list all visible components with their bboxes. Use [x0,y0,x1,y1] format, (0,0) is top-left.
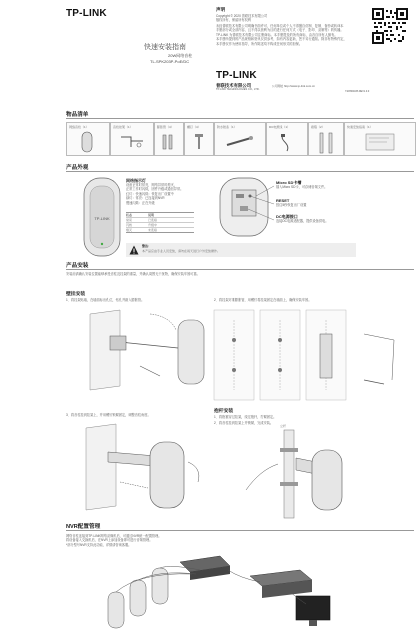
statement-body [216,24,366,46]
table-cell: 熄灭 [126,228,133,232]
nvr-section-title: NVR配置管理 [66,524,101,530]
list-item [266,122,308,156]
table-cell: 已连接 [148,218,158,222]
indicator-block [126,178,216,205]
guide-title: 快速安装指南 [144,44,186,51]
table-cell: 未连接 [148,228,158,232]
list-item [184,122,214,156]
statement-line: 本手册仅作为使用指导，所作陈述均不构成任何形式的担保。 [216,41,303,46]
install-section-title: 产品安装 [66,263,89,269]
nvr-description [66,534,366,547]
dc-port-desc: 连接DC电源适配器，提供设备供电。 [276,219,329,223]
speaker-front-illustration [82,176,122,258]
reset-label: RESET [276,198,290,203]
items-list [66,122,414,156]
table-cell: 闪烁 [126,223,133,227]
table-row [126,228,194,233]
pole-step-2: 2．将音柱挂到挂架上并锁紧，完成安装。 [214,421,274,425]
pole-label: 立杆 [280,424,287,428]
sd-slot-desc: 插入Micro SD卡，可存储音频文件。 [276,185,328,189]
wall-step-2: 2．将挂架对准膨胀管，用螺钉将挂架固定在墙面上，确保安装牢固。 [214,298,312,302]
list-item [154,122,184,156]
statement-line: TP-LINK 为普联技术有限公司注册商标。本手册提及的所有商标，由各自所有人拥有。 [216,32,338,37]
pole-step-1: 1．将抱箍穿过挂架，绕过抱杆，拧紧固定。 [214,415,277,419]
product-model: TL-SPK203P-PoE/DC [150,59,190,64]
statement-line: 未经普联技术有限公司明确书面许可，任何单位或个人不得擅自仿制、复制、誊抄或转译本 [216,24,344,28]
list-item [308,122,344,156]
anchor-icon [161,133,177,151]
wall-step1-illustration [80,306,210,396]
indicator-line: 红灯：快速闪烁：恢复出厂设置中 [126,191,174,196]
statement-line: 本手册所提到的产品规格和资讯仅供参考，如有内容更新，恕不另行通知。除非有特殊约定， [216,37,347,42]
product-name: 20W网络音柱 [168,53,193,58]
company-name-en: TP-LINK TECHNOLOGIES CO., LTD. [216,88,260,91]
pole-mount-title: 抱杆安装 [214,409,234,414]
indicator-line: 正常工作时闪烁，固件升级或通信异常。 [126,187,184,192]
item-label: DC电源线（1） [269,125,291,129]
wall-mount-title: 壁挂安装 [66,292,86,297]
warning-title: 警告： [142,244,152,248]
warning-box [126,243,356,257]
item-label: 音柱挂架（1） [113,125,133,129]
website-label: 公司网址 [272,84,284,88]
indicator-title: 网络指示灯 [126,178,146,183]
reset-callout [276,198,406,207]
wall-step-1: 1．将挂架贴墙，在墙面标出孔位，钻孔并敲入膨胀管。 [66,298,145,302]
brand-logo-company: TP-LINK [216,70,257,81]
warning-icon [129,245,139,255]
statement-line: 手册部分或全部内容，且不得以营利为目的进行任何方式（电子、影印、录制等）的传播。 [216,28,344,33]
appearance-section-rule [66,171,414,172]
company-name: 普联技术有限公司 [216,83,252,88]
brand-logo-top: TP-LINK [66,8,107,19]
list-item [214,122,266,156]
reset-desc: 按住5秒恢复出厂设置 [276,203,307,207]
wall-step-3: 3．将音柱挂到挂架上，并用螺钉锁紧固定，调整音柱角度。 [66,413,151,417]
dc-port-callout [276,214,406,223]
sd-slot-label: Micro SD卡槽 [276,180,302,185]
copyright-text: Copyright © 2020 普联技术有限公司 [216,14,268,18]
appearance-section-title: 产品外观 [66,165,89,171]
wall-step2-illustration [214,310,414,402]
dc-port-label: DC电源接口 [276,214,298,219]
website-link[interactable]: http://www.tp-link.com.cn [284,84,315,88]
items-section-title: 物品清单 [66,112,89,118]
item-label: 膨胀管（4） [157,125,174,129]
guide-booklet-icon [365,133,395,151]
nvr-topology-illustration [100,552,340,636]
item-label: 抱箍（2） [311,125,325,129]
list-item [344,122,416,156]
nvr-line: 将设备接入交换机后，在NVR上添加设备即可进行音频管理。 [66,538,153,543]
speaker-icon [81,131,93,153]
speaker-logo-text: TP-LINK [94,216,110,221]
item-label: 防水胶条（1） [217,125,237,129]
list-item [110,122,154,156]
item-label: 螺钉（4） [187,125,201,129]
table-cell: 状态 [126,213,133,217]
indicator-line: 设备正常时常亮，网络异常时熄灭， [126,183,177,187]
nvr-section-rule [66,530,414,531]
sd-slot-callout [276,180,406,189]
indicator-table [126,212,194,233]
install-section-rule [66,269,414,270]
wall-step3-illustration [80,422,210,514]
list-item [66,122,110,156]
bracket-icon [119,133,145,151]
indicator-line: 绿灯：常亮：已连接到NVR [126,196,165,201]
dc-cable-icon [277,133,297,153]
qr-code-icon [372,8,408,44]
statement-title: 声明 [216,7,226,12]
item-label: 网络音柱（1） [69,125,89,129]
indicator-line: 慢速闪烁：正在升级 [126,200,155,205]
items-section-rule [66,118,414,119]
pole-mount-illustration [240,430,360,518]
nvr-line: *部分型号NVR支持此功能，详情请咨询客服。 [66,542,132,547]
hoop-clamp-icon [317,132,337,154]
warning-text: 本产品应由专业人员安装，请勿在雨天进行户外安装操作。 [142,249,221,253]
item-label: 快速安装指南（1） [347,125,373,129]
rights-text: 版权所有，保留所有权利 [216,18,252,22]
rubber-strip-icon [225,135,255,149]
screw-icon [193,133,207,151]
table-cell: 升级中 [148,223,158,227]
table-cell: 说明 [148,213,155,217]
version-code: 7103504036 REV1.0.0 [345,90,370,93]
table-cell: 常亮 [126,218,133,222]
speaker-back-illustration [214,176,274,240]
install-intro: 安装前请确认安装位置能够承受音柱及挂架的重量，并确认周围无干扰物，确保安装牢固可靠。 [66,272,200,276]
nvr-line: 网络音柱连接到TP-LINK网络录像机后，可通过NVR统一配置管理。 [66,534,162,538]
